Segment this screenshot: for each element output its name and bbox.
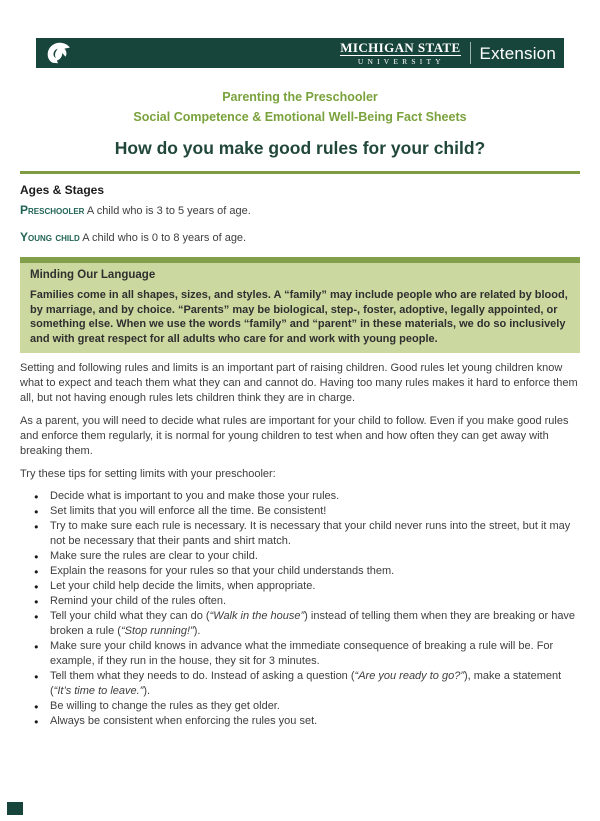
wordmark-university: UNIVERSITY [357,56,445,66]
italic-text-segment: “Walk in the house” [209,610,305,622]
text-segment: Be willing to change the rules as they get older. [50,700,280,712]
text-segment: Make sure your child knows in advance what the immediate consequence of breaking a rule will be. For example, if they run in the house, they sit for 3 minutes. [50,640,554,667]
footer-logo-fragment [7,802,23,815]
wordmark-michigan-state: MICHIGAN STATE [340,39,461,55]
list-item [20,579,580,594]
text-segment: Decide what is important to you and make those your rules. [50,490,340,502]
list-item [20,714,580,729]
text-segment: Tell your child what they can do ( [50,610,210,622]
term-definition: A child who is 3 to 5 years of age. [86,205,251,217]
text-segment: ). [193,625,201,637]
page-title: How do you make good rules for your child? [114,138,486,158]
text-segment: Make sure the rules are clear to your child. [50,550,258,562]
msu-wordmark [340,41,460,66]
section-divider-rule [20,171,580,174]
list-item [20,489,580,504]
extension-label: Extension [479,43,556,63]
paragraph-parent-decisions: As a parent, you will need to decide what rules are important for your child to follow. Even if you make good rules and enforce them regularly, it is normal for young children to test when and how often they can get away with breaking them. [20,415,569,457]
collection-title: Social Competence & Emotional Well-Being Fact Sheets [133,110,467,124]
italic-text-segment: “Stop running!” [120,625,194,637]
text-segment: Always be consistent when enforcing the rules you set. [50,715,318,727]
text-segment: ). [143,685,151,697]
header-divider [470,42,471,64]
text-segment: Try to make sure each rule is necessary. It is necessary that your child never runs into the street, but it may not be necessary that their pants and shirt match. [50,520,571,547]
text-segment: Remind your child of the rules often. [50,595,227,607]
masthead [0,90,600,159]
term-row-young-child [20,230,580,246]
spartan-helmet-icon [45,41,72,65]
list-item [20,594,580,609]
ages-stages-heading: Ages & Stages [20,183,105,197]
italic-text-segment: “Are you ready to go?” [354,670,464,682]
tips-intro: Try these tips for setting limits with your preschooler: [20,468,276,480]
language-box-body: Families come in all shapes, sizes, and styles. A “family” may include people who are related by blood, by marriage, and by choice. “Parents” may be biological, step-, foster, adoptive, legally appointed, or something else. When we use the words “family” and “parent” in these materials, we do so inclusively and with great respect for all adults who care for and work with young people. [30,289,568,345]
language-box-heading: Minding Our Language [30,269,156,281]
list-item [20,549,580,564]
text-segment: ), make a statement ( [50,670,562,697]
list-item [20,669,580,699]
list-item [20,609,580,639]
term-row-preschooler [20,203,580,219]
text-segment: Tell them what they needs to do. Instead of asking a question ( [50,670,355,682]
list-item [20,564,580,579]
minding-our-language-box [20,257,580,353]
list-item [20,504,580,519]
list-item [20,699,580,714]
text-segment: Explain the reasons for your rules so that your child understands them. [50,565,395,577]
term-definition: A child who is 0 to 8 years of age. [82,232,247,244]
term-label: Young child [20,230,80,244]
language-box-content [20,263,580,353]
tips-list [20,489,580,729]
italic-text-segment: “It’s time to leave.” [53,685,144,697]
term-label: Preschooler [20,203,85,217]
paragraph-rules-importance: Setting and following rules and limits is an important part of raising children. Good rules let young children know what to expect and teach them what they can and cannot do. Having too many rules makes it hard to enforce them all, but not having enough rules lets children think they are in charge. [20,362,578,404]
text-segment: Set limits that you will enforce all the time. Be consistent! [50,505,327,517]
list-item [20,519,580,549]
text-segment: ) instead of telling them when they are breaking or have broken a rule ( [50,610,576,637]
series-title: Parenting the Preschooler [222,90,378,104]
text-segment: Let your child help decide the limits, when appropriate. [50,580,316,592]
list-item [20,639,580,669]
msu-extension-header-bar [36,38,564,68]
